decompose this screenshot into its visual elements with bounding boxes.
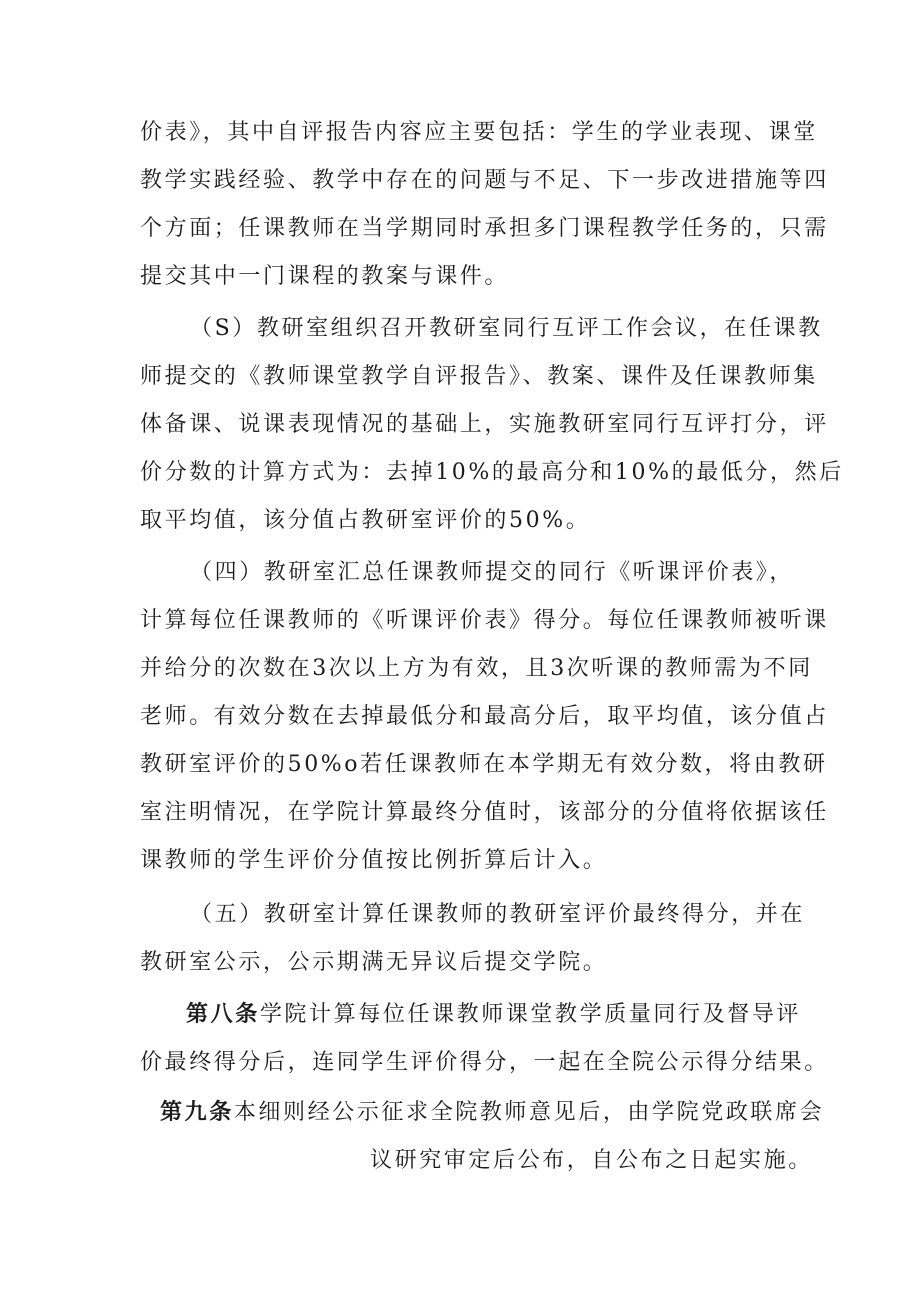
text-line: 室注明情况，在学院计算最终分值时，该部分的分值将依据该任 bbox=[140, 800, 829, 825]
text-line: 计算每位任课教师的《听课评价表》得分。每位任课教师被听课 bbox=[140, 608, 829, 633]
text-line: 价最终得分后，连同学生评价得分，一起在全院公示得分结果。 bbox=[140, 1050, 829, 1075]
article-8-text: 学院计算每位任课教师课堂教学质量同行及督导评 bbox=[259, 1002, 802, 1027]
text-line: 体备课、说课表现情况的基础上，实施教研室同行互评打分，评 bbox=[140, 412, 829, 437]
text-line: 老师。有效分数在去掉最低分和最高分后，取平均值，该分值占 bbox=[140, 704, 829, 729]
text-line: （四）教研室汇总任课教师提交的同行《听课评价表》， bbox=[190, 560, 795, 585]
text-line: 价分数的计算方式为：去掉10%的最高分和10%的最低分，然后 bbox=[140, 460, 844, 485]
text-line: 教学实践经验、教学中存在的问题与不足、下一步改进措施等四 bbox=[140, 168, 829, 193]
text-line: （五）教研室计算任课教师的教研室评价最终得分，并在 bbox=[190, 902, 806, 927]
article-8-label: 第八条 bbox=[186, 1002, 260, 1027]
text-line: 教研室公示，公示期满无异议后提交学院。 bbox=[140, 950, 608, 975]
text-line: 议研究审定后公布，自公布之日起实施。 bbox=[370, 1148, 813, 1173]
text-line: 课教师的学生评价分值按比例折算后计入。 bbox=[140, 848, 608, 873]
text-line: 提交其中一门课程的教案与课件。 bbox=[140, 264, 510, 289]
article-9-text: 本细则经公示征求全院教师意见后，由学院党政联席会 bbox=[233, 1100, 825, 1125]
article-9-first-line bbox=[160, 1098, 824, 1128]
article-8-first-line bbox=[186, 1000, 801, 1030]
text-line: 教研室评价的50%o若任课教师在本学期无有效分数，将由教研 bbox=[140, 752, 828, 777]
text-line: 取平均值，该分值占教研室评价的50%。 bbox=[140, 508, 591, 533]
text-line: 个方面；任课教师在当学期同时承担多门课程教学任务的，只需 bbox=[140, 216, 829, 241]
text-line: 价表》，其中自评报告内容应主要包括：学生的学业表现、课堂 bbox=[140, 120, 818, 145]
text-line: 并给分的次数在3次以上方为有效，且3次听课的教师需为不同 bbox=[140, 656, 813, 681]
article-9-label: 第九条 bbox=[160, 1100, 234, 1125]
text-line: 师提交的《教师课堂教学自评报告》、教案、课件及任课教师集 bbox=[140, 364, 818, 389]
text-line: （S）教研室组织召开教研室同行互评工作会议，在任课教 bbox=[190, 316, 823, 341]
